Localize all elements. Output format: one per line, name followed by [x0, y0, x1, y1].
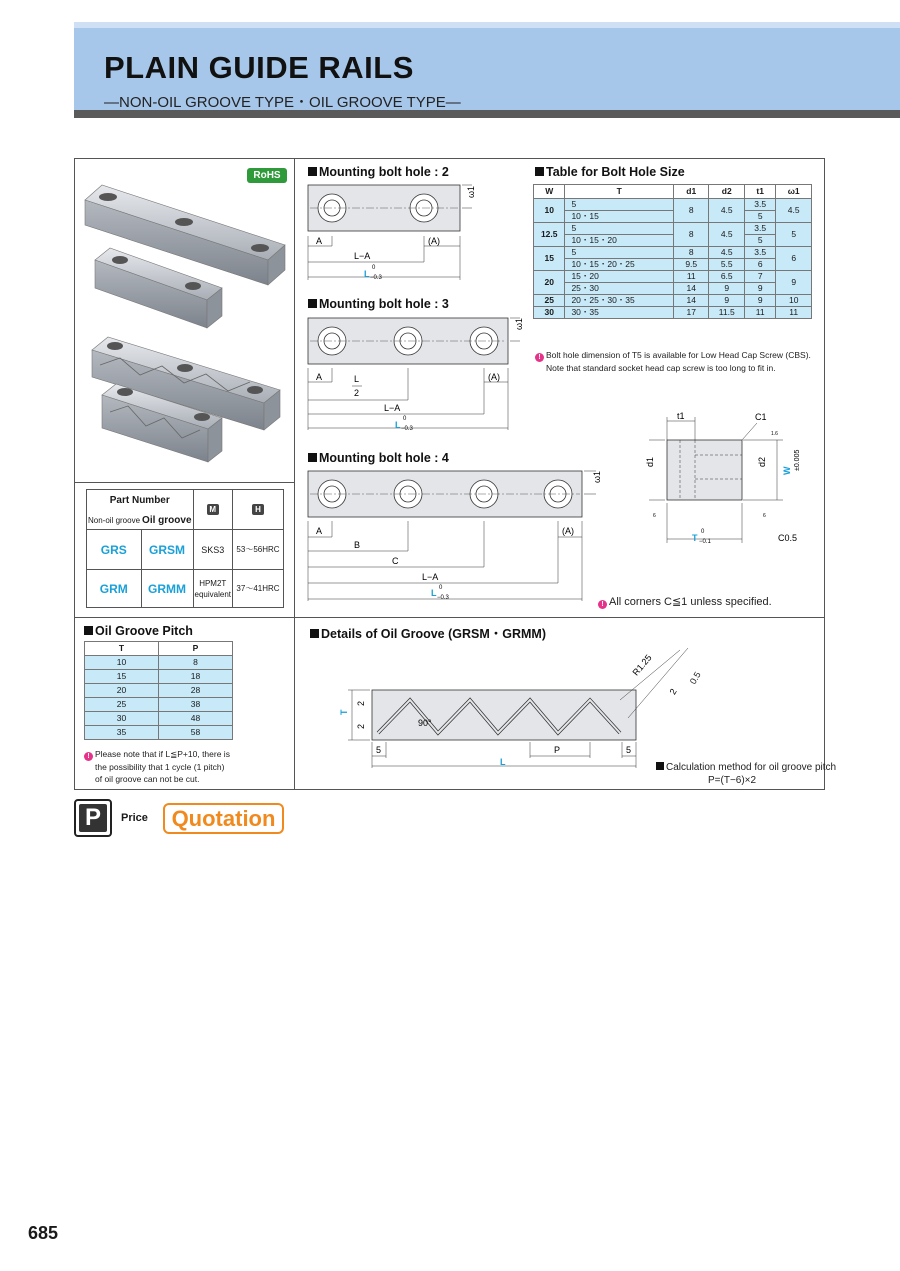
- dim-d1: d1: [645, 456, 655, 467]
- col-t: T: [85, 642, 159, 656]
- dim-l-minus-a: L−A: [354, 251, 371, 261]
- dim-l: L: [500, 757, 506, 767]
- col-p: P: [159, 642, 233, 656]
- page-number: 685: [28, 1223, 59, 1243]
- price-icon: P: [74, 799, 112, 837]
- part-number-table: [86, 489, 284, 608]
- table-row: 25 20・25・30・35 14 9 9 10: [534, 295, 812, 307]
- mount2-title: Mounting bolt hole : 2: [308, 165, 449, 179]
- drawing-cross-section: [635, 405, 810, 550]
- table-row: 35 58: [85, 726, 233, 740]
- dim-l: L: [395, 420, 401, 430]
- dim-a: A: [316, 236, 323, 246]
- part-grsm: GRSM: [141, 530, 193, 570]
- dim-p: P: [554, 745, 561, 755]
- table-row: 15 5 8 4.5 3.5 6: [534, 247, 812, 259]
- table-row: 10 8: [85, 656, 233, 670]
- dim-r125: R1.25: [630, 652, 654, 678]
- non-oil-groove-label: Non-oil groove: [87, 512, 142, 530]
- svg-text:2: 2: [356, 700, 366, 706]
- part-grm: GRM: [87, 570, 142, 608]
- bolt-table-title: Table for Bolt Hole Size: [535, 165, 685, 179]
- svg-text:0: 0: [439, 585, 443, 591]
- quotation-button[interactable]: Quotation: [163, 803, 284, 834]
- table-row: 12.5 5 8 4.5 3.5 5: [534, 223, 812, 235]
- drawing-mount-4: [300, 465, 610, 605]
- part-grmm: GRMM: [141, 570, 193, 608]
- dim-c05: C0.5: [778, 533, 798, 543]
- table-row: 10・15 5: [534, 211, 812, 223]
- hardness-value: 53～56HRC: [233, 530, 284, 570]
- dim-a: A: [316, 526, 323, 536]
- dim-90deg: 90°: [418, 718, 432, 728]
- oil-pitch-title: Oil Groove Pitch: [84, 624, 193, 638]
- col-t1: t1: [744, 185, 775, 199]
- table-row: 25 38: [85, 698, 233, 712]
- svg-text:−0.3: −0.3: [437, 595, 449, 601]
- groove-details-title: Details of Oil Groove (GRSM・GRMM): [310, 624, 546, 642]
- rohs-badge: RoHS: [247, 168, 287, 183]
- table-row: 10 5 8 4.5 3.5 4.5: [534, 199, 812, 211]
- dim-b: B: [354, 540, 361, 550]
- svg-text:1.6: 1.6: [771, 431, 778, 437]
- divider-left: [74, 482, 294, 483]
- svg-text:6: 6: [763, 513, 766, 519]
- oil-pitch-note: ! Please note that if L≦P+10, there is the possibility that 1 cycle (1 pitch) of oil groove can not be cut.: [84, 748, 230, 785]
- hardness-value: 37～41HRC: [233, 570, 284, 608]
- dim-c1: C1: [755, 412, 767, 422]
- dim-t: T: [692, 533, 698, 543]
- drawing-oil-groove: [328, 640, 679, 775]
- dim-a-paren: (A): [562, 526, 574, 536]
- drawing-mount-3: [300, 312, 530, 432]
- col-d2: d2: [709, 185, 745, 199]
- corners-note: ! All corners C≦1 unless specified.: [598, 596, 772, 609]
- dim-l-minus-a: L−A: [422, 572, 439, 582]
- oil-pitch-table: [84, 641, 233, 740]
- svg-text:−0.1: −0.1: [699, 539, 711, 545]
- oil-groove-label: Oil groove: [141, 512, 193, 530]
- omega1-label: ω1: [592, 470, 602, 483]
- divider-horizontal: [74, 617, 825, 618]
- table-row: 20 28: [85, 684, 233, 698]
- table-row: 25・30 14 9 9: [534, 283, 812, 295]
- material-value: HPM2T equivalent: [193, 570, 232, 608]
- dim-05: 0.5: [687, 670, 703, 686]
- hardness-header: H: [233, 490, 284, 530]
- info-icon: !: [598, 600, 607, 609]
- svg-text:0: 0: [701, 529, 705, 535]
- material-value: SKS3: [193, 530, 232, 570]
- col-w: W: [534, 185, 565, 199]
- svg-text:2: 2: [667, 686, 679, 697]
- col-omega1: ω1: [776, 185, 812, 199]
- part-grs: GRS: [87, 530, 142, 570]
- page-subtitle: —NON-OIL GROOVE TYPE・OIL GROOVE TYPE—: [104, 94, 461, 111]
- svg-text:±0.005: ±0.005: [794, 449, 801, 471]
- dim-l-half: L: [354, 374, 360, 384]
- dim-t1: t1: [677, 411, 685, 421]
- mount4-title: Mounting bolt hole : 4: [308, 451, 449, 465]
- svg-text:−0.3: −0.3: [370, 275, 382, 281]
- dim-d2: d2: [757, 456, 767, 467]
- omega1-label: ω1: [466, 185, 476, 198]
- table-row: 30 48: [85, 712, 233, 726]
- dim-a-paren: (A): [428, 236, 440, 246]
- omega1-label: ω1: [514, 317, 524, 330]
- dim-l-minus-a: L−A: [384, 403, 401, 413]
- part-number-header: Part Number: [87, 490, 194, 512]
- table-row: 10・15・20 5: [534, 235, 812, 247]
- material-header: M: [193, 490, 232, 530]
- svg-text:0: 0: [403, 416, 407, 422]
- table-row: [87, 570, 284, 608]
- col-d1: d1: [673, 185, 709, 199]
- dim-w: W: [782, 466, 792, 475]
- dim-5-right: 5: [626, 745, 632, 755]
- header-band-top: [74, 22, 900, 28]
- page-title: PLAIN GUIDE RAILS: [104, 50, 414, 85]
- table-row: 20 15・20 11 6.5 7 9: [534, 271, 812, 283]
- info-icon: !: [84, 752, 93, 761]
- svg-text:2: 2: [356, 723, 366, 729]
- mount3-title: Mounting bolt hole : 3: [308, 297, 449, 311]
- dim-l: L: [364, 269, 370, 279]
- svg-text:0: 0: [372, 265, 376, 271]
- col-t: T: [565, 185, 674, 199]
- table-row: 10・15・20・25 9.5 5.5 6: [534, 259, 812, 271]
- bolt-hole-table: [533, 184, 812, 319]
- dim-two: 2: [354, 388, 360, 398]
- svg-text:6: 6: [653, 513, 656, 519]
- dim-a: A: [316, 372, 323, 382]
- divider-vertical: [294, 158, 295, 790]
- calc-note: Calculation method for oil groove pitch P=(T−6)×2: [656, 761, 836, 787]
- table-row: [87, 530, 284, 570]
- price-label: Price: [121, 812, 148, 824]
- bolt-table-note: ! Bolt hole dimension of T5 is available for Low Head Cap Screw (CBS). Note that standard socket head cap screw is too long to fit in.: [535, 349, 811, 374]
- dim-5-left: 5: [376, 745, 382, 755]
- drawing-mount-2: [300, 180, 490, 286]
- dim-t: T: [339, 709, 349, 715]
- dim-c: C: [392, 556, 399, 566]
- product-image: [80, 180, 290, 470]
- svg-text:−0.3: −0.3: [401, 426, 413, 432]
- info-icon: !: [535, 353, 544, 362]
- table-row: 30 30・35 17 11.5 11 11: [534, 307, 812, 319]
- dim-l: L: [431, 588, 437, 598]
- dim-a-paren: (A): [488, 372, 500, 382]
- table-row: 15 18: [85, 670, 233, 684]
